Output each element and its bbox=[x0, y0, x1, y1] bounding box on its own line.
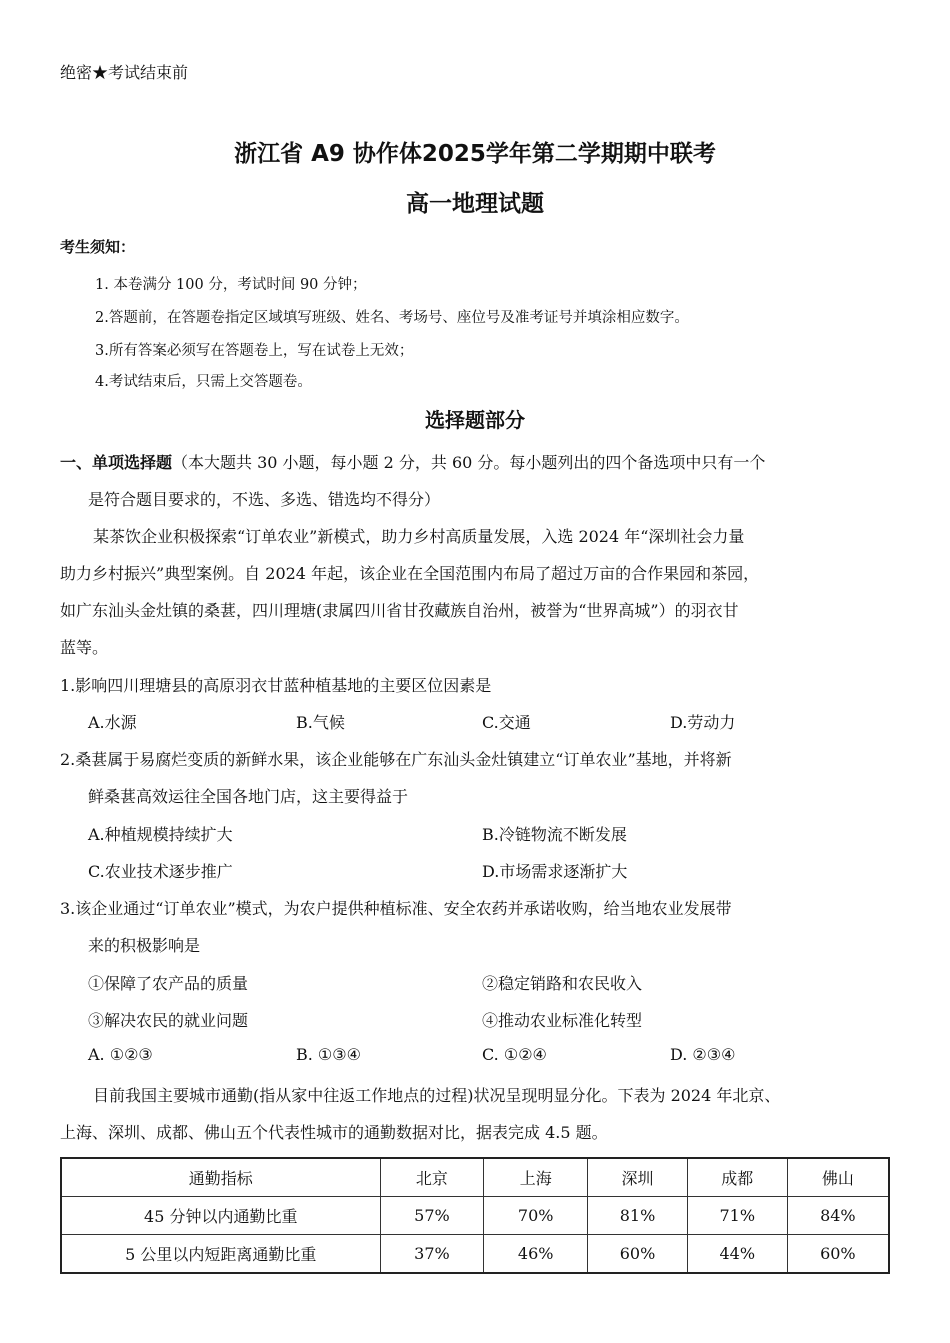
table-cell: 45 分钟以内通勤比重 bbox=[61, 1197, 380, 1235]
table-cell: 60% bbox=[588, 1235, 688, 1274]
q1-option-a: A.水源 bbox=[88, 713, 137, 732]
passage2-line: 上海、深圳、成都、佛山五个代表性城市的通勤数据对比，据表完成 4.5 题。 bbox=[60, 1123, 608, 1142]
passage-line: 蓝等。 bbox=[60, 638, 109, 657]
passage2-line: 目前我国主要城市通勤(指从家中往返工作地点的过程)状况呈现明显分化。下表为 2024 年北京、 bbox=[93, 1086, 781, 1105]
table-header-cell: 上海 bbox=[484, 1158, 588, 1197]
table-row bbox=[61, 1197, 889, 1235]
question-2-stem-cont: 鲜桑葚高效运往全国各地门店，这主要得益于 bbox=[88, 787, 409, 806]
question-3-stem-cont: 来的积极影响是 bbox=[88, 936, 201, 955]
q3-item-1: ①保障了农产品的质量 bbox=[88, 974, 249, 993]
table-cell: 46% bbox=[484, 1235, 588, 1274]
q1-option-c: C.交通 bbox=[482, 713, 531, 732]
part1-label: 一、单项选择题 bbox=[60, 453, 173, 472]
table-header-row bbox=[61, 1158, 889, 1197]
passage-line: 某茶饮企业积极探索“订单农业”新模式，助力乡村高质量发展，入选 2024 年“深圳社会力量 bbox=[93, 527, 745, 546]
notice-item: 1. 本卷满分 100 分，考试时间 90 分钟； bbox=[95, 277, 367, 293]
notice-item: 2.答题前，在答题卷指定区域填写班级、姓名、考场号、座位号及准考证号并填涂相应数字。 bbox=[95, 310, 689, 326]
notice-heading: 考生须知： bbox=[60, 238, 136, 256]
table-cell: 81% bbox=[588, 1197, 688, 1235]
notice-item: 4.考试结束后，只需上交答题卷。 bbox=[95, 374, 312, 390]
table-header-cell: 佛山 bbox=[787, 1158, 889, 1197]
table-cell: 57% bbox=[380, 1197, 484, 1235]
exam-subtitle: 高一地理试题 bbox=[406, 191, 544, 217]
q2-option-b: B.冷链物流不断发展 bbox=[482, 825, 627, 844]
notice-item: 3.所有答案必须写在答题卷上，写在试卷上无效； bbox=[95, 343, 414, 359]
confidential-label: 绝密★考试结束前 bbox=[60, 63, 189, 82]
table-cell: 70% bbox=[484, 1197, 588, 1235]
passage-line: 助力乡村振兴”典型案例。自 2024 年起，该企业在全国范围内布局了超过万亩的合作果园和茶园， bbox=[60, 564, 760, 583]
passage-line: 如广东汕头金灶镇的桑葚，四川理塘(隶属四川省甘孜藏族自治州，被誉为“世界高城”）的羽衣甘 bbox=[60, 601, 739, 620]
exam-title: 浙江省 A9 协作体2025学年第二学期期中联考 bbox=[234, 141, 716, 167]
q3-option-a: A. ①②③ bbox=[88, 1045, 153, 1064]
table-header-cell: 成都 bbox=[687, 1158, 787, 1197]
q1-option-d: D.劳动力 bbox=[670, 713, 736, 732]
table-cell: 71% bbox=[687, 1197, 787, 1235]
section-title: 选择题部分 bbox=[425, 408, 525, 432]
q1-option-b: B.气候 bbox=[296, 713, 345, 732]
q2-option-d: D.市场需求逐渐扩大 bbox=[482, 862, 628, 881]
q3-item-3: ③解决农民的就业问题 bbox=[88, 1011, 249, 1030]
table-header-cell: 深圳 bbox=[588, 1158, 688, 1197]
q3-option-c: C. ①②④ bbox=[482, 1045, 547, 1064]
part1-desc: （本大题共 30 小题，每小题 2 分，共 60 分。每小题列出的四个备选项中只有一个 bbox=[172, 453, 766, 472]
q2-option-c: C.农业技术逐步推广 bbox=[88, 862, 233, 881]
question-3-stem: 3.该企业通过“订单农业”模式，为农户提供种植标准、安全农药并承诺收购，给当地农业发展带 bbox=[60, 899, 732, 918]
table-cell: 60% bbox=[787, 1235, 889, 1274]
table-row bbox=[61, 1235, 889, 1274]
table-cell: 44% bbox=[687, 1235, 787, 1274]
table-header-cell: 北京 bbox=[380, 1158, 484, 1197]
q2-option-a: A.种植规模持续扩大 bbox=[88, 825, 233, 844]
part1-heading bbox=[60, 450, 765, 473]
q3-item-2: ②稳定销路和农民收入 bbox=[482, 974, 643, 993]
part1-desc-cont: 是符合题目要求的，不选、多选、错选均不得分） bbox=[88, 490, 441, 509]
table-cell: 37% bbox=[380, 1235, 484, 1274]
q3-item-4: ④推动农业标准化转型 bbox=[482, 1011, 643, 1030]
table-cell: 84% bbox=[787, 1197, 889, 1235]
q3-option-b: B. ①③④ bbox=[296, 1045, 361, 1064]
table-cell: 5 公里以内短距离通勤比重 bbox=[61, 1235, 380, 1274]
question-1-stem: 1.影响四川理塘县的高原羽衣甘蓝种植基地的主要区位因素是 bbox=[60, 676, 492, 695]
commute-data-table bbox=[60, 1157, 890, 1274]
table-header-cell: 通勤指标 bbox=[61, 1158, 380, 1197]
q3-option-d: D. ②③④ bbox=[670, 1045, 736, 1064]
question-2-stem: 2.桑葚属于易腐烂变质的新鲜水果，该企业能够在广东汕头金灶镇建立“订单农业”基地，并将新 bbox=[60, 750, 732, 769]
